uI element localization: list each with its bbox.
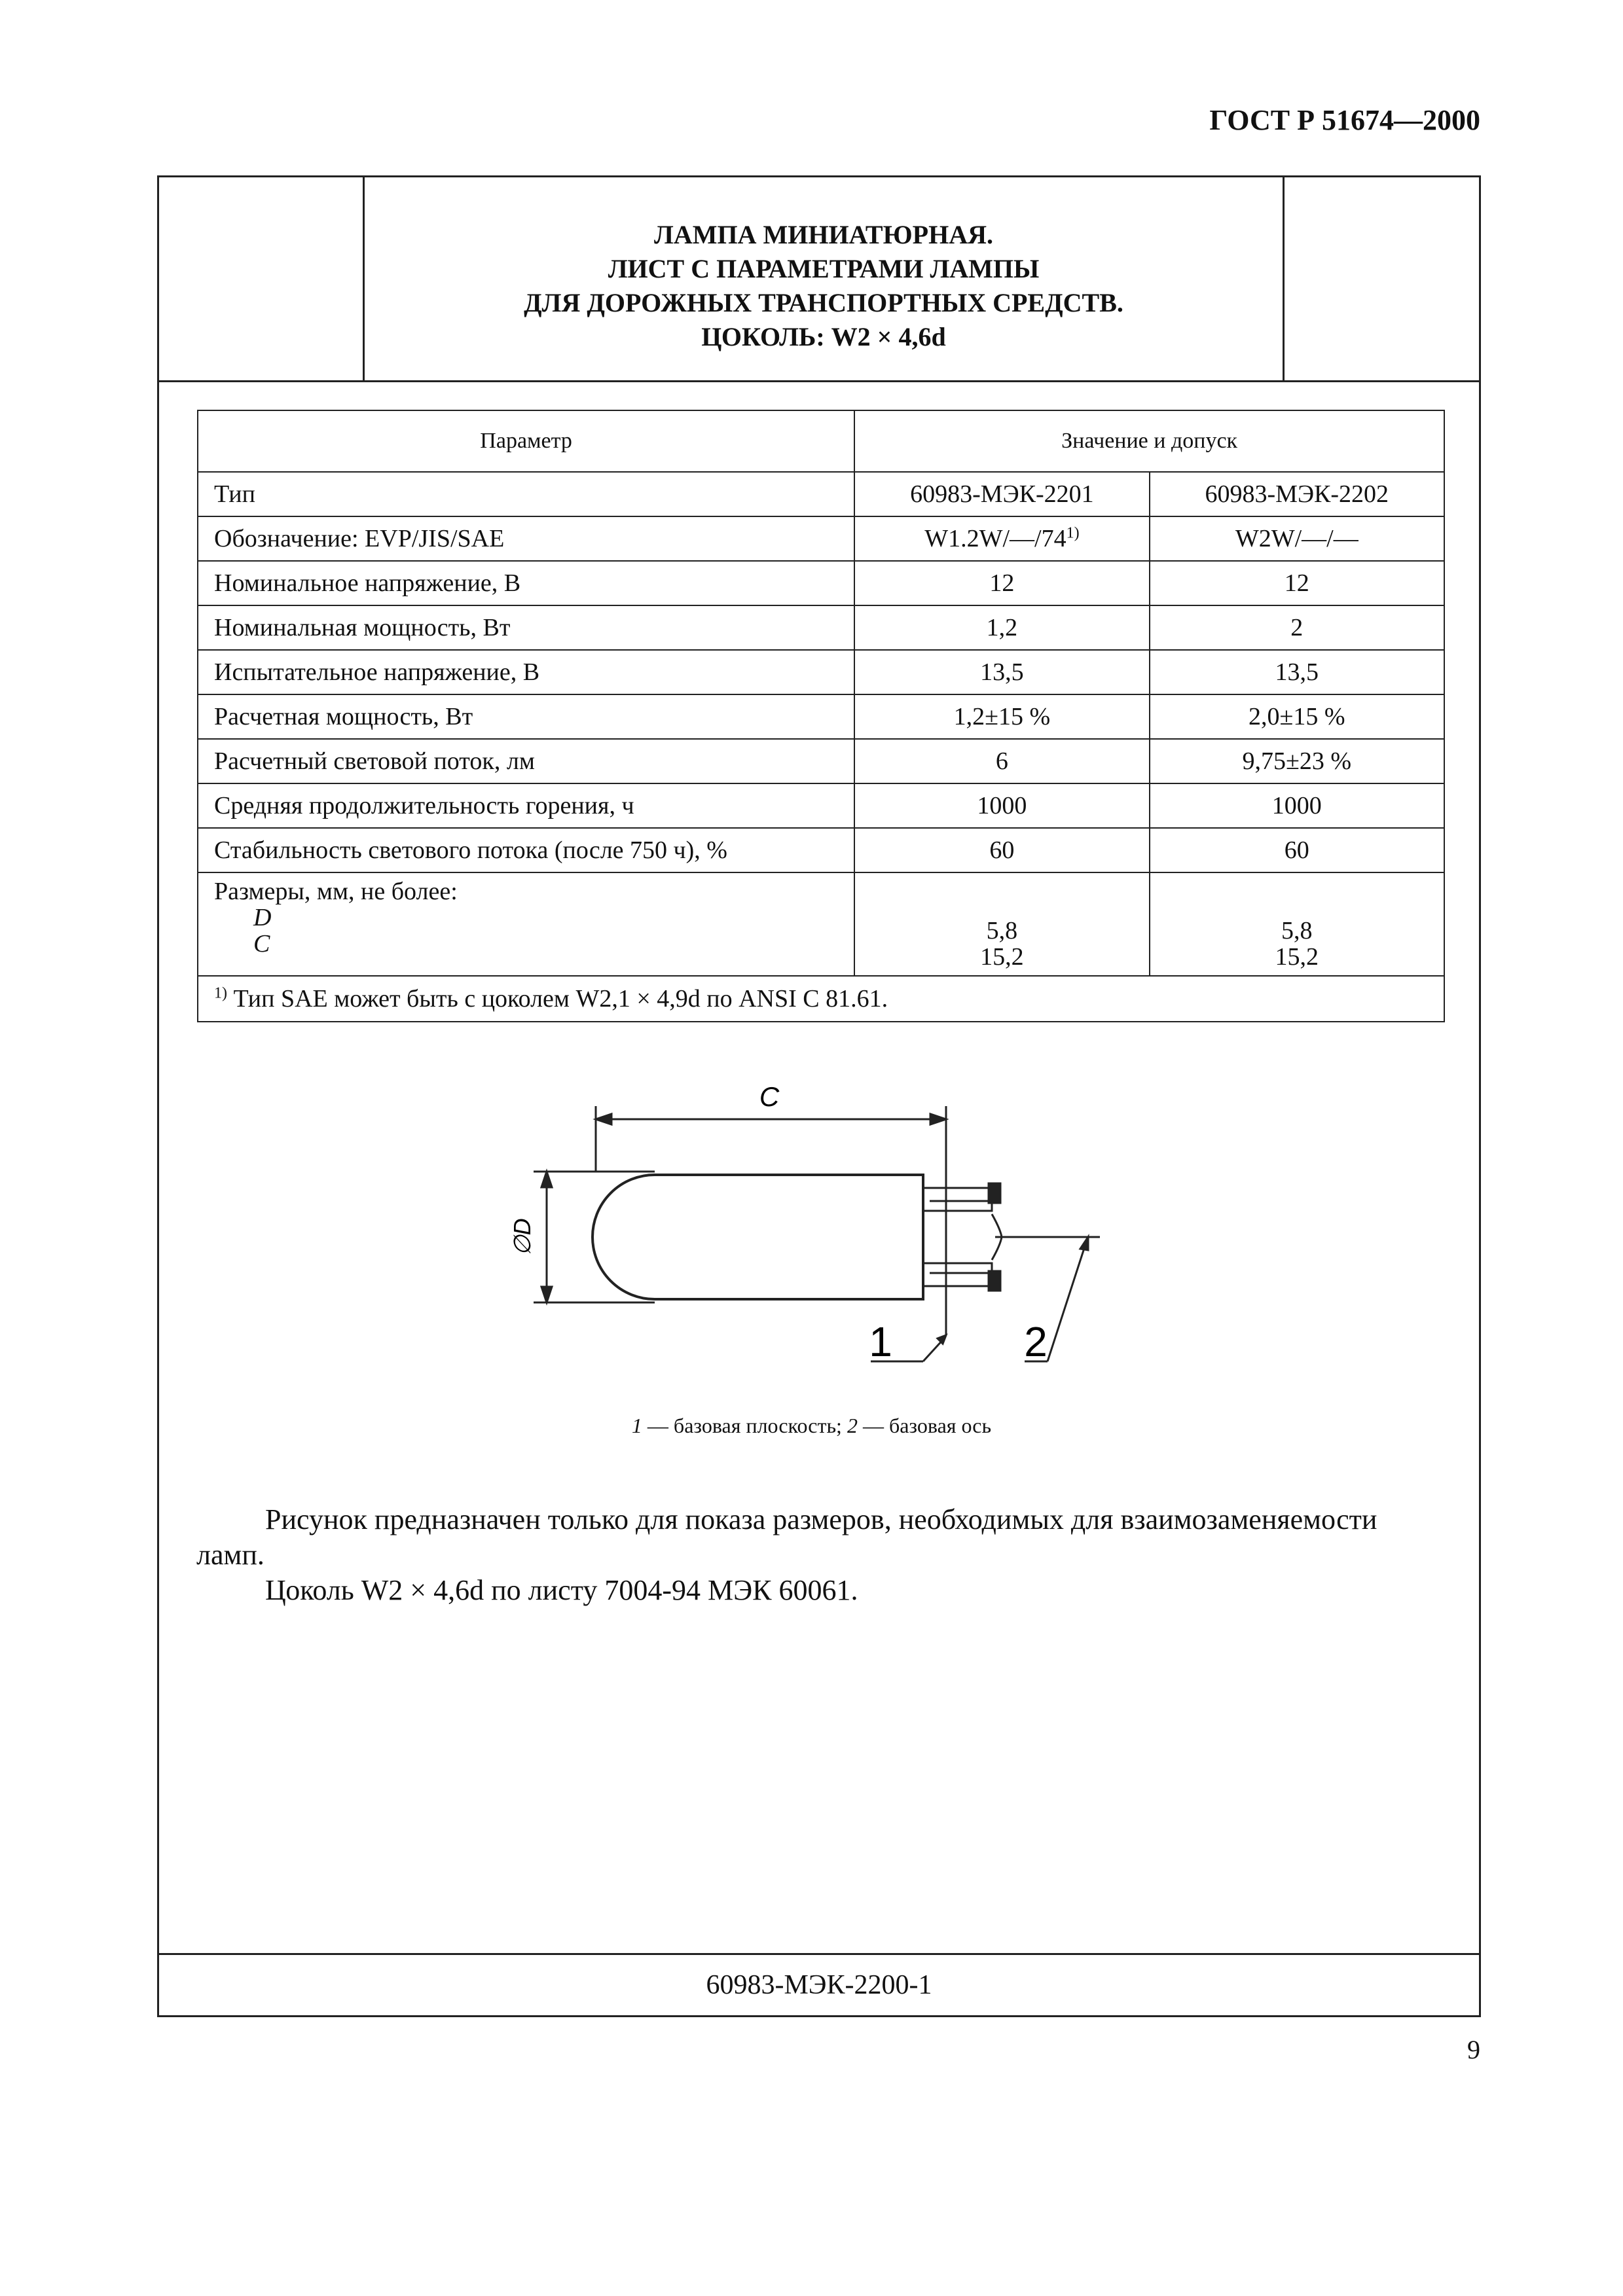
body-text (196, 1502, 1440, 1608)
row-name: Испытательное напряжение, В (198, 650, 854, 694)
leader-2-arrow (1080, 1237, 1088, 1250)
dimensions-row (198, 872, 1444, 976)
table-row (198, 472, 1444, 516)
title-cell-right (1283, 177, 1479, 380)
table-row (198, 694, 1444, 739)
caption-num-1: 1 (631, 1414, 642, 1437)
row-value-1: 1,2±15 % (854, 694, 1149, 739)
dimension-d-value: 5,8 (1281, 917, 1313, 944)
d-arrow-bottom (541, 1287, 552, 1302)
dimension-d-label: D (253, 904, 272, 931)
row-value-2: 2,0±15 % (1150, 694, 1444, 739)
row-value-1 (854, 516, 1149, 561)
leader-1-arrow (938, 1335, 946, 1344)
figure-caption (0, 1414, 1623, 1438)
c-arrow-left (596, 1114, 611, 1124)
title-line-3: ДЛЯ ДОРОЖНЫХ ТРАНСПОРТНЫХ СРЕДСТВ. (524, 288, 1123, 317)
row-value-2: 9,75±23 % (1150, 739, 1444, 783)
label-c: C (759, 1081, 780, 1112)
row-value-1: 1,2 (854, 605, 1149, 650)
row-name: Расчетная мощность, Вт (198, 694, 854, 739)
caption-text-1: — базовая плоскость; (642, 1414, 847, 1437)
table-row (198, 605, 1444, 650)
c-arrow-right (930, 1114, 946, 1124)
parameters-table (197, 410, 1445, 1022)
row-value-2: 13,5 (1150, 650, 1444, 694)
footnote-mark: 1) (214, 984, 227, 1002)
table-header-row (198, 410, 1444, 472)
caption-num-2: 2 (847, 1414, 858, 1437)
dimensions-value-2 (1150, 872, 1444, 976)
row-value-2: 1000 (1150, 783, 1444, 828)
footnote-cell (198, 976, 1444, 1022)
base-contact-bottom (989, 1271, 1000, 1291)
row-name: Средняя продолжительность горения, ч (198, 783, 854, 828)
header-parameter: Параметр (198, 410, 854, 472)
row-value-1: 12 (854, 561, 1149, 605)
dimension-c-value: 15,2 (1275, 943, 1319, 971)
table-row (198, 783, 1444, 828)
label-2: 2 (1024, 1318, 1048, 1365)
row-name: Расчетный световой поток, лм (198, 739, 854, 783)
lamp-drawing (471, 1073, 1126, 1401)
row-name: Обозначение: EVP/JIS/SAE (198, 516, 854, 561)
row-value-2: 60 (1150, 828, 1444, 872)
label-1: 1 (869, 1318, 892, 1365)
base-contact-top (989, 1183, 1000, 1203)
caption-text-2: — базовая ось (857, 1414, 992, 1437)
dimension-c-label: C (253, 930, 270, 958)
title-line-4: ЦОКОЛЬ: W2 × 4,6d (701, 322, 946, 351)
footnote-ref: 1) (1066, 524, 1080, 542)
row-name: Тип (198, 472, 854, 516)
title-line-1: ЛАМПА МИНИАТЮРНАЯ. (654, 220, 993, 249)
row-name: Номинальное напряжение, В (198, 561, 854, 605)
d-arrow-top (541, 1172, 552, 1187)
base-pin-bottom (923, 1263, 992, 1286)
base-pin-top (923, 1188, 992, 1211)
title-cell-left (159, 177, 365, 380)
table-row (198, 739, 1444, 783)
dimensions-name (198, 872, 854, 976)
lamp-bulb (593, 1175, 923, 1299)
row-value-2: 2 (1150, 605, 1444, 650)
table-row (198, 516, 1444, 561)
row-name: Стабильность светового потока (после 750 ч), % (198, 828, 854, 872)
paragraph-2: Цоколь W2 × 4,6d по листу 7004-94 МЭК 60061. (265, 1574, 858, 1606)
table-row (198, 650, 1444, 694)
row-value-1: 6 (854, 739, 1149, 783)
table-row (198, 561, 1444, 605)
document-code: ГОСТ Р 51674—2000 (1209, 104, 1480, 136)
leader-2 (1048, 1240, 1087, 1361)
value-text: W1.2W/—/74 (924, 525, 1067, 552)
footnote-text: Тип SAE может быть с цоколем W2,1 × 4,9d по ANSI C 81.61. (233, 985, 888, 1013)
paragraph-1: Рисунок предназначен только для показа размеров, необходимых для взаимозаменяемости ламп. (196, 1503, 1377, 1571)
row-name: Номинальная мощность, Вт (198, 605, 854, 650)
table-row (198, 828, 1444, 872)
row-value-1: 13,5 (854, 650, 1149, 694)
dimensions-label: Размеры, мм, не более: (214, 878, 458, 905)
sheet-title (365, 218, 1283, 354)
dimensions-value-1 (854, 872, 1149, 976)
page-number: 9 (1467, 2035, 1480, 2064)
row-value-1: 60983-МЭК-2201 (854, 472, 1149, 516)
title-line-2: ЛИСТ С ПАРАМЕТРАМИ ЛАМПЫ (608, 254, 1040, 283)
dimension-c-value: 15,2 (980, 943, 1024, 971)
row-value-1: 1000 (854, 783, 1149, 828)
title-row (159, 177, 1479, 382)
header-value: Значение и допуск (854, 410, 1444, 472)
footer-sheet-code: 60983-МЭК-2200-1 (159, 1953, 1479, 2015)
row-value-2: 60983-МЭК-2202 (1150, 472, 1444, 516)
label-d: ∅D (509, 1218, 536, 1256)
row-value-1: 60 (854, 828, 1149, 872)
footnote-row (198, 976, 1444, 1022)
row-value-2: W2W/—/— (1150, 516, 1444, 561)
dimension-d-value: 5,8 (986, 917, 1018, 944)
row-value-2: 12 (1150, 561, 1444, 605)
